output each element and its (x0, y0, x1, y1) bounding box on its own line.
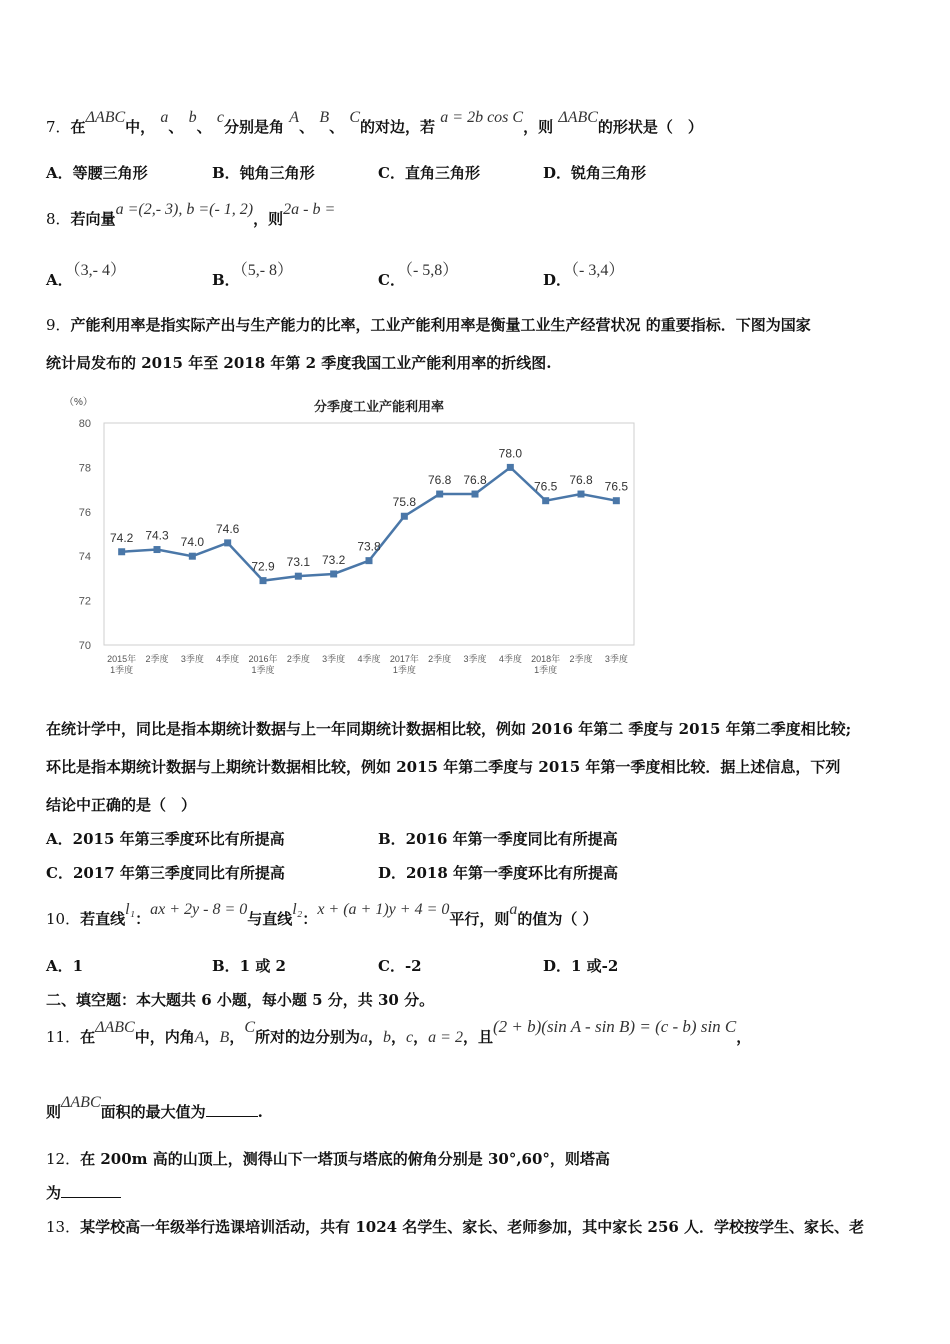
q9-line1 (46, 314, 811, 335)
q11-text: 面积的最大值为 (100, 1103, 206, 1121)
data-point (260, 577, 267, 584)
q7-number: 7． (46, 118, 71, 136)
q10-option-b: B．1 或 2 (212, 957, 286, 975)
q10-text: 若直线 (80, 910, 126, 928)
q11-angle-c: C (244, 1019, 255, 1036)
x-tick-label: 3季度 (463, 654, 487, 664)
q10-equation2: x + (a + 1)y + 4 = 0 (317, 901, 450, 918)
q7-option-c: C．直角三角形 (378, 164, 480, 182)
q11-var-a: a (360, 1029, 369, 1046)
q11-text: 则 (46, 1103, 62, 1121)
y-tick-label: 78 (78, 462, 91, 475)
option-value: （- 3,4） (571, 262, 625, 279)
data-label: 74.3 (145, 528, 169, 543)
x-tick-label: 2015年 (107, 654, 137, 664)
x-tick-label: 4季度 (357, 654, 381, 664)
q7-equation: a = 2b cos C (440, 109, 524, 126)
option-letter: A． (46, 271, 73, 289)
x-tick-label: 4季度 (498, 654, 522, 664)
q11-text: ， (736, 1028, 752, 1046)
q12-number: 12． (46, 1150, 81, 1168)
q7-sep: 、 (168, 118, 184, 136)
q7-sep: 、 (329, 118, 345, 136)
q7-option-a: A．等腰三角形 (46, 164, 148, 182)
q8-option-c (378, 262, 459, 290)
q11-equation: (2 + b)(sin A - sin B) = (c - b) sin C (492, 1017, 737, 1036)
data-label: 75.8 (392, 495, 417, 510)
data-point (401, 513, 408, 520)
x-tick-label: 1季度 (251, 665, 275, 675)
q9-option-b: B．2016 年第一季度同比有所提高 (378, 830, 618, 848)
data-label: 74.6 (215, 521, 240, 536)
q8-expression: 2a - b = (283, 201, 336, 218)
q8-option-b (212, 262, 294, 290)
data-point (578, 491, 585, 498)
q7-option-b: B．钝角三角形 (212, 164, 315, 182)
chart-svg (60, 392, 660, 692)
q10-line-l1: l₁ (125, 901, 136, 918)
q12-answer-blank[interactable] (61, 1183, 121, 1198)
data-point (189, 553, 196, 560)
capacity-utilization-chart (60, 392, 660, 692)
q8-equation: a =(2,- 3), b =(- 1, 2) (115, 201, 254, 218)
q10-equation1: ax + 2y - 8 = 0 (150, 901, 248, 918)
q9-option-a: A．2015 年第三季度环比有所提高 (46, 830, 285, 848)
q10-line-l2: l₂ (292, 901, 303, 918)
q11-number: 11． (46, 1028, 81, 1046)
data-label: 78.0 (498, 446, 523, 461)
q7-stem (46, 109, 703, 137)
q11-angle-a: A (194, 1029, 205, 1046)
q11-sep: ， (391, 1028, 407, 1046)
data-point (613, 497, 620, 504)
y-tick-label: 72 (78, 595, 91, 608)
q7-sep: 、 (299, 118, 315, 136)
q7-var-c: c (216, 109, 225, 126)
data-point (118, 548, 125, 555)
q11-sep: ， (204, 1028, 220, 1046)
q8-option-a (46, 262, 126, 290)
q11-triangle: ΔABC (61, 1094, 101, 1111)
x-tick-label: 1季度 (534, 665, 558, 675)
q7-text: 的对边，若 (360, 118, 436, 136)
data-label: 73.2 (321, 552, 346, 567)
data-point (436, 491, 443, 498)
option-value: （3,- 4） (72, 262, 126, 279)
q7-text: 在 (70, 118, 86, 136)
x-tick-label: 2016年 (248, 654, 278, 664)
q11-triangle: ΔABC (95, 1019, 135, 1036)
q10-option-a: A．1 (46, 957, 84, 975)
q11-stem (46, 1017, 752, 1047)
plot-area (104, 423, 634, 645)
q13-line1 (46, 1216, 864, 1237)
q10-text: 平行，则 (449, 910, 510, 928)
x-tick-label: 2季度 (569, 654, 593, 664)
q7-text: 分别是角 (224, 118, 285, 136)
q13-number: 13． (46, 1218, 81, 1236)
option-letter: D． (543, 271, 572, 289)
q7-angle-b: B (319, 109, 330, 126)
x-tick-label: 1季度 (110, 665, 134, 675)
q11-sep: ， (229, 1028, 245, 1046)
q7-angle-c: C (349, 109, 361, 126)
data-point (366, 557, 373, 564)
data-label: 76.8 (569, 473, 593, 488)
q10-var-a: a (509, 901, 518, 918)
q11-text: ，且 (462, 1028, 493, 1046)
q11-text: 所对的边分别为 (255, 1028, 361, 1046)
x-tick-label: 2017年 (389, 654, 419, 664)
q7-var-a: a (160, 109, 169, 126)
q7-triangle: ΔABC (85, 109, 126, 126)
data-point (330, 570, 337, 577)
q9-para3: 结论中正确的是（ ） (46, 796, 197, 814)
q11-text: . (257, 1103, 263, 1121)
y-axis-label: （%） (64, 397, 93, 408)
q12-text: 为 (46, 1184, 62, 1202)
q9-line2: 统计局发布的 2015 年至 2018 年第 2 季度我国工业产能利用率的折线图. (46, 354, 552, 372)
q11-angle-b: B (219, 1029, 230, 1046)
x-tick-label: 4季度 (216, 654, 240, 664)
q12-text: 在 200m 高的山顶上，测得山下一塔顶与塔底的俯角分别是 30°,60°，则塔高 (80, 1150, 610, 1168)
q7-sep: 、 (196, 118, 212, 136)
data-label: 73.8 (357, 539, 381, 554)
q11-var-c: c (406, 1029, 414, 1046)
q8-text: ，则 (253, 210, 284, 228)
data-label: 76.8 (427, 473, 452, 488)
data-label: 74.0 (180, 535, 205, 550)
q7-text: ，则 (523, 118, 554, 136)
section-fill-in-blank: 二、填空题：本大题共 6 小题，每小题 5 分，共 30 分。 (46, 991, 435, 1009)
q7-var-b: b (188, 109, 197, 126)
q10-text: 与直线 (247, 910, 293, 928)
q7-text: 中， (125, 118, 156, 136)
q11-answer-blank[interactable] (206, 1102, 258, 1117)
q8-text: 若向量 (70, 210, 116, 228)
data-label: 72.9 (251, 559, 275, 574)
data-point (295, 573, 302, 580)
q8-stem (46, 201, 336, 229)
x-tick-label: 3季度 (604, 654, 628, 664)
q10-option-c: C．-2 (378, 957, 422, 975)
option-letter: B． (212, 271, 240, 289)
y-tick-label: 74 (78, 551, 91, 564)
x-tick-label: 3季度 (322, 654, 346, 664)
option-value: （5,- 8） (239, 262, 294, 279)
q11-sep: ， (413, 1028, 429, 1046)
x-tick-label: 1季度 (392, 665, 416, 675)
data-label: 74.2 (109, 530, 134, 545)
q9-number: 9． (46, 316, 71, 334)
x-tick-label: 2季度 (286, 654, 310, 664)
data-label: 76.8 (463, 473, 487, 488)
q9-para1: 在统计学中，同比是指本期统计数据与上一年同期统计数据相比较，例如 2016 年第二 季度与 2015 年第二季度相比较; (46, 720, 852, 738)
q7-text: 的形状是（ ） (597, 118, 703, 136)
q7-option-d: D．锐角三角形 (543, 164, 647, 182)
data-point (472, 491, 479, 498)
q9-option-c: C．2017 年第三季度同比有所提高 (46, 864, 285, 882)
q12-line2 (46, 1182, 121, 1203)
y-tick-label: 76 (78, 506, 91, 519)
q8-option-d (543, 262, 625, 290)
data-point (224, 539, 231, 546)
q7-angle-a: A (289, 109, 300, 126)
option-letter: C． (378, 271, 405, 289)
q10-text: 的值为（ ） (517, 910, 598, 928)
q11-text: 中，内角 (134, 1028, 195, 1046)
q11-var-b: b (383, 1029, 392, 1046)
data-label: 76.5 (533, 479, 558, 494)
q9-option-d: D．2018 年第一季度环比有所提高 (378, 864, 618, 882)
q9-para2: 环比是指本期统计数据与上期统计数据相比较，例如 2015 年第二季度与 2015 年第一季度相比较．据上述信息，下列 (46, 758, 841, 776)
data-point (542, 497, 549, 504)
x-tick-label: 2季度 (145, 654, 169, 664)
data-point (154, 546, 161, 553)
q7-triangle: ΔABC (558, 109, 598, 126)
data-label: 73.1 (286, 555, 311, 570)
q10-option-d: D．1 或-2 (543, 957, 619, 975)
x-tick-label: 3季度 (180, 654, 204, 664)
q10-text: ： (135, 910, 151, 928)
y-tick-label: 80 (78, 418, 91, 430)
option-value: （- 5,8） (404, 262, 459, 279)
y-tick-label: 70 (78, 640, 91, 652)
data-label: 76.5 (604, 479, 629, 494)
data-point (507, 464, 514, 471)
chart-title: 分季度工业产能利用率 (313, 399, 445, 414)
q10-text: ： (302, 910, 318, 928)
q12-line1 (46, 1148, 610, 1169)
q10-number: 10． (46, 910, 81, 928)
q11-question (46, 1094, 263, 1122)
q8-number: 8． (46, 210, 71, 228)
q11-text: 在 (80, 1028, 96, 1046)
q13-text: 某学校高一年级举行选课培训活动，共有 1024 名学生、家长、老师参加，其中家长 256 人．学校按学生、家长、老 (80, 1218, 865, 1236)
x-tick-label: 2018年 (531, 654, 561, 664)
q11-sep: ， (368, 1028, 384, 1046)
q10-stem (46, 901, 598, 929)
q11-a-equals: a = 2 (428, 1029, 463, 1046)
x-tick-label: 2季度 (428, 654, 452, 664)
q9-text: 产能利用率是指实际产出与生产能力的比率，工业产能利用率是衡量工业生产经营状况 的重要指标．下图为国家 (70, 316, 811, 334)
